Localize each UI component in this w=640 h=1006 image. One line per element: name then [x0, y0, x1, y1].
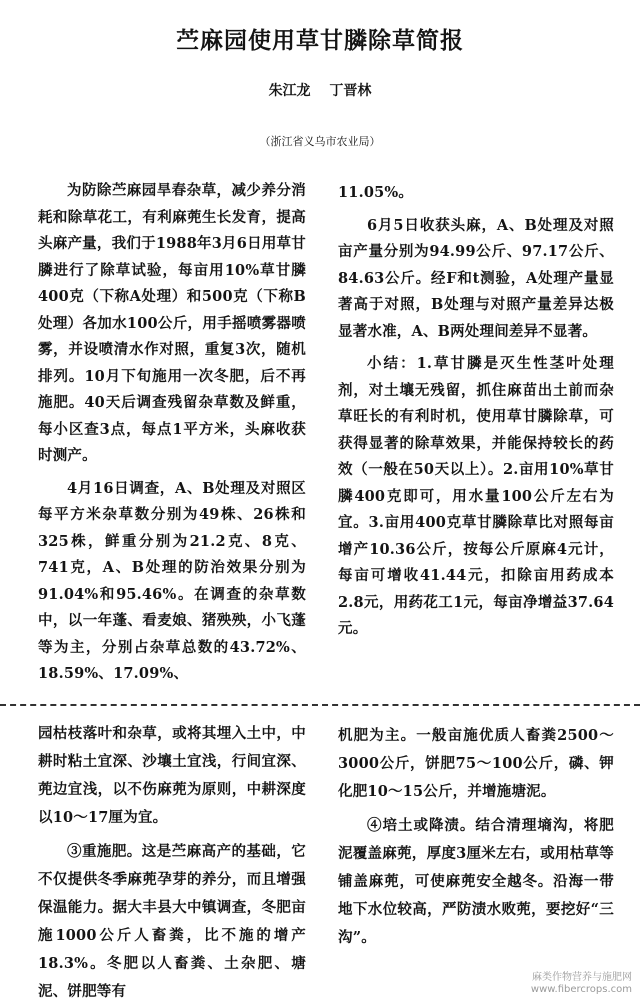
body-paragraph: 4月16日调查，A、B处理及对照区每平方米杂草数分别为49株、26株和325株，鲜重分别为21.2克、8克、741克，A、B处理的防治效果分别为91.04%和95.46%。在调查的杂草数中，以一年蓬、看麦娘、猪殃殃，小飞蓬等为主，分别占杂草总数的43.72%、18.59%、17.09%、 — [38, 479, 306, 682]
body-paragraph: 机肥为主。一般亩施优质人畜粪2500～3000公斤，饼肥75～100公斤，磷、钾化肥10～15公斤，并增施塘泥。 — [338, 727, 614, 800]
article-column-left — [38, 178, 306, 688]
continued-column-left — [38, 720, 306, 1006]
site-watermark — [531, 972, 632, 996]
article-title: 苎麻园使用草甘膦除草简报 — [176, 28, 464, 54]
article-affiliation: （浙江省义乌市农业局） — [259, 135, 381, 148]
body-paragraph: ④培土或降渍。结合清理墒沟，将肥泥覆盖麻蔸，厚度3厘米左右，或用枯草等铺盖麻蔸，可使麻蔸安全越冬。沿海一带地下水位较高，严防渍水败蔸，要挖好“三沟”。 — [338, 817, 614, 946]
body-paragraph: ③重施肥。这是苎麻高产的基础，它不仅提供冬季麻蔸孕芽的养分，而且增强保温能力。据大丰县大中镇调查，冬肥亩施1000公斤人畜粪，比不施的增产18.3%。冬肥以人畜粪、土杂肥、塘泥、饼肥等有 — [38, 843, 306, 1000]
summary-paragraph: 小结：1.草甘膦是灭生性茎叶处理剂，对土壤无残留，抓住麻苗出土前而杂草旺长的有利时机，使用草甘膦除草，可获得显著的除草效果，并能保持较长的药效（一般在50天以上）。2.亩用10%草甘膦400克即可，用水量100公斤左右为宜。3.亩用400克草甘膦除草比对照每亩增产10.36公斤，按每公斤原麻4元计，每亩可增收41.44元，扣除亩用药成本2.8元，用药花工1元，每亩净增益37.64元。 — [338, 355, 614, 637]
body-paragraph: 6月5日收获头麻，A、B处理及对照亩产量分别为94.99公斤、97.17公斤、84.63公斤。经F和t测验，A处理产量显著高于对照，B处理与对照产量差异达极显著水准，A、B两处理间差异不显著。 — [338, 216, 614, 340]
body-paragraph: 园枯枝落叶和杂草，或将其埋入土中，中耕时粘土宜深、沙壤土宜浅，行间宜深、蔸边宜浅，以不伤麻蔸为原则，中耕深度以10～17厘为宜。 — [38, 725, 306, 826]
watermark-name: 麻类作物营养与施肥网 — [532, 972, 632, 983]
article-column-right — [338, 180, 614, 643]
article-authors: 朱江龙 丁晋林 — [268, 83, 372, 99]
section-divider — [0, 704, 640, 706]
body-paragraph: 11.05%。 — [338, 184, 414, 201]
continued-column-right — [338, 722, 614, 952]
body-paragraph: 为防除苎麻园旱春杂草，减少养分消耗和除草花工，有利麻蔸生长发育，提高头麻产量，我们于1988年3月6日用草甘膦进行了除草试验，每亩用10%草甘膦400克（下称A处理）和500克（下称B处理）各加水100公斤，用手摇喷雾器喷雾，并设喷清水作对照，重复3次，随机排列。10月下旬施用一次冬肥，后不再施肥。40天后调查残留杂草数及鲜重，每小区查3点，每点1平方米，头麻收获时测产。 — [38, 182, 306, 464]
watermark-url: www.fibercrops.com — [530, 984, 632, 995]
